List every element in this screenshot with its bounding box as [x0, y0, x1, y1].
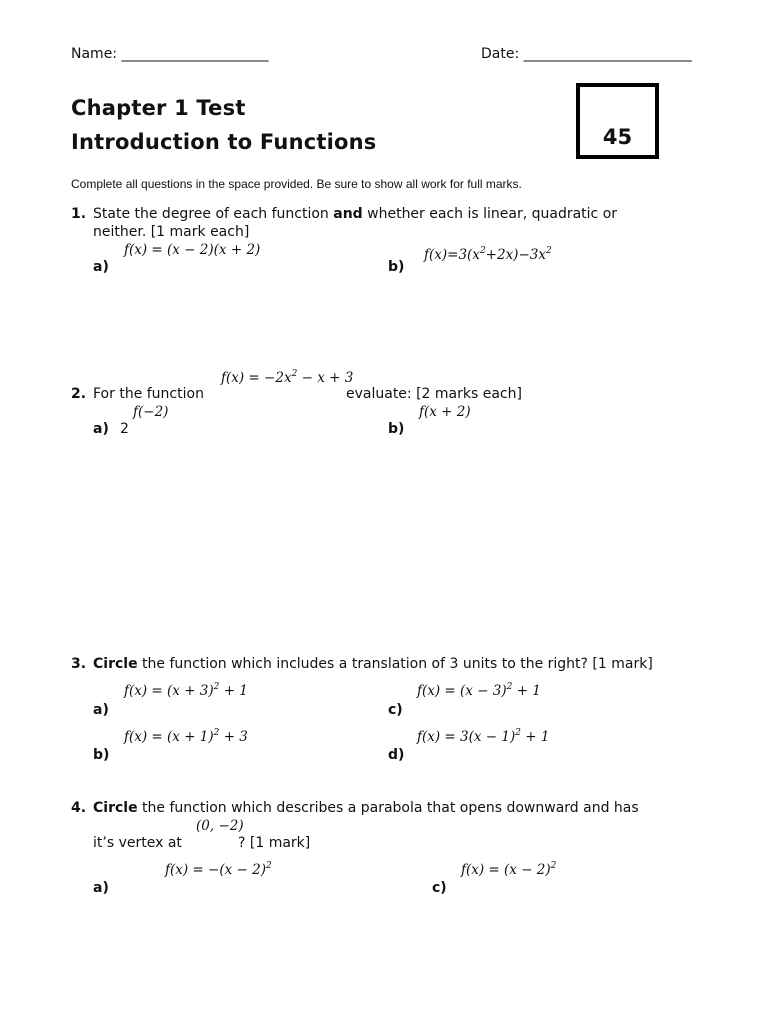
date-field: Date: ________________________: [481, 46, 692, 62]
q1-b-label: b): [388, 259, 405, 275]
score-box: [576, 83, 659, 159]
q4-a-label: a): [93, 880, 109, 896]
q4-vertex: (0, −2): [196, 818, 244, 834]
page-title: Chapter 1 Test: [71, 96, 246, 120]
q1-text-line2: neither. [1 mark each]: [93, 224, 250, 240]
q2-a-extra: 2: [120, 421, 129, 437]
q1-text: State the degree of each function and whether each is linear, quadratic or: [93, 206, 618, 222]
q1-number: 1.: [71, 206, 87, 222]
q1-a-equation: f(x) = (x − 2)(x + 2): [124, 242, 261, 258]
q2-b-label: b): [388, 421, 405, 437]
q3-b-label: b): [93, 747, 110, 763]
q2-a-equation: f(−2): [133, 404, 169, 420]
q3-d-label: d): [388, 747, 405, 763]
q3-a-label: a): [93, 702, 109, 718]
q4-c-label: c): [432, 880, 447, 896]
q2-a-label: a): [93, 421, 109, 437]
q3-number: 3.: [71, 656, 87, 672]
q2-text: For the function: [93, 386, 204, 402]
q2-number: 2.: [71, 386, 87, 402]
q3-text: Circle the function which includes a translation of 3 units to the right? [1 mark]: [93, 656, 653, 672]
q4-text-line2-post: ? [1 mark]: [238, 835, 311, 851]
q3-b-equation: $f(x) = (x + 1)^2 + 3$: [124, 728, 248, 745]
q2-text-post: evaluate: [2 marks each]: [346, 386, 522, 402]
q1-b-equation: $f(x)=3(x^2+2x)-3x^2$: [424, 246, 552, 263]
page-subtitle: Introduction to Functions: [71, 130, 377, 154]
q3-c-equation: $f(x) = (x - 3)^2 + 1$: [417, 682, 541, 699]
q3-d-equation: $f(x) = 3(x - 1)^2 + 1$: [417, 728, 550, 745]
q4-text-line2: it’s vertex at: [93, 835, 182, 851]
q4-c-equation: $f(x) = (x - 2)^2$: [461, 861, 557, 878]
q4-text: Circle the function which describes a parabola that opens downward and has: [93, 800, 639, 816]
q4-a-equation: $f(x) = -(x - 2)^2$: [165, 861, 272, 878]
name-field: Name: _____________________: [71, 46, 269, 62]
q4-number: 4.: [71, 800, 87, 816]
q1-a-label: a): [93, 259, 109, 275]
score-value: 45: [602, 125, 633, 149]
q2-function: $f(x) = -2x^2 - x + 3$: [221, 369, 354, 386]
q3-c-label: c): [388, 702, 403, 718]
q2-b-equation: f(x + 2): [419, 404, 471, 420]
q3-a-equation: $f(x) = (x + 3)^2 + 1$: [124, 682, 248, 699]
instructions: Complete all questions in the space provided. Be sure to show all work for full marks.: [71, 177, 522, 191]
